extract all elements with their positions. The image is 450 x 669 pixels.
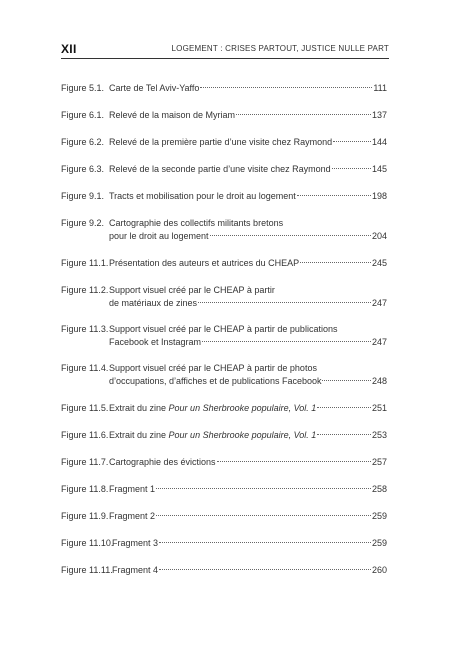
figure-label: Figure 11.10. — [61, 538, 114, 548]
page-ref: 145 — [371, 164, 387, 174]
figure-title: Extrait du zine — [109, 430, 167, 440]
dot-leader — [322, 380, 370, 381]
figure-label: Figure 11.9. — [61, 511, 109, 521]
dot-leader — [210, 235, 371, 236]
page-ref: 259 — [371, 538, 387, 548]
figure-title-continued: pour le droit au logement — [109, 231, 209, 241]
dot-leader — [159, 569, 371, 570]
page-ref: 257 — [371, 457, 387, 467]
page-ref: 260 — [371, 565, 387, 575]
figure-label: Figure 6.1. — [61, 110, 105, 120]
figure-title: Cartographie des collectifs militants bretons — [109, 218, 284, 228]
figure-title: Support visuel créé par le CHEAP à partir de publications — [109, 324, 338, 334]
figure-title: Carte de Tel Aviv-Yaffo — [109, 83, 200, 93]
running-title: LOGEMENT : CRISES PARTOUT, JUSTICE NULLE PART — [171, 44, 389, 53]
dot-leader — [317, 434, 371, 435]
figure-title: Extrait du zine — [109, 403, 167, 413]
dot-leader — [156, 488, 371, 489]
figure-title: Support visuel créé par le CHEAP à partir de photos — [109, 363, 317, 373]
dot-leader — [317, 407, 371, 408]
figure-title: Fragment 3 — [112, 538, 159, 548]
figure-label: Figure 9.2. — [61, 218, 105, 228]
figure-label: Figure 11.7. — [61, 457, 109, 467]
figure-title: Cartographie des évictions — [109, 457, 216, 467]
page-ref: 247 — [371, 298, 387, 308]
page-ref: 247 — [371, 337, 387, 347]
figure-label: Figure 6.2. — [61, 137, 105, 147]
figure-title: Support visuel créé par le CHEAP à partir — [109, 285, 275, 295]
dot-leader — [333, 141, 371, 142]
page-ref: 259 — [371, 511, 387, 521]
dot-leader — [300, 262, 371, 263]
page-ref: 111 — [373, 83, 387, 93]
figure-title: Relevé de la maison de Myriam — [109, 110, 236, 120]
dot-leader — [202, 341, 371, 342]
dot-leader — [156, 515, 371, 516]
figure-title-continued: d’occupations, d’affiches et de publications Facebook — [109, 376, 322, 386]
figure-label: Figure 11.4. — [61, 363, 109, 373]
dot-leader — [198, 302, 371, 303]
figure-title: Relevé de la seconde partie d’une visite chez Raymond — [109, 164, 331, 174]
figure-title-continued: Facebook et Instagram — [109, 337, 202, 347]
dot-leader — [297, 195, 371, 196]
page-ref: 198 — [371, 191, 387, 201]
figure-title: Tracts et mobilisation pour le droit au logement — [109, 191, 296, 201]
page-ref: 258 — [371, 484, 387, 494]
page-ref: 144 — [371, 137, 387, 147]
dot-leader — [236, 114, 371, 115]
figure-label: Figure 9.1. — [61, 191, 105, 201]
figure-title-continued: de matériaux de zines — [109, 298, 198, 308]
figure-title: Présentation des auteurs et autrices du CHEAP — [109, 258, 300, 268]
figure-label: Figure 11.8. — [61, 484, 109, 494]
page-ref: 245 — [371, 258, 387, 268]
page-number: XII — [61, 42, 77, 56]
page-ref: 253 — [371, 430, 387, 440]
figure-label: Figure 11.3. — [61, 324, 109, 334]
page-ref: 137 — [371, 110, 387, 120]
page-ref: 248 — [371, 376, 387, 386]
dot-leader — [332, 168, 371, 169]
dot-leader — [200, 87, 372, 88]
figure-title: Fragment 1 — [109, 484, 156, 494]
figure-label: Figure 11.5. — [61, 403, 109, 413]
zine-title: Pour un Sherbrooke populaire, Vol. 1 — [168, 403, 317, 413]
page-ref: 251 — [371, 403, 387, 413]
dot-leader — [159, 542, 371, 543]
figure-title: Fragment 4 — [112, 565, 159, 575]
dot-leader — [217, 461, 371, 462]
figure-title: Relevé de la première partie d’une visite chez Raymond — [109, 137, 333, 147]
list-of-figures — [61, 0, 387, 669]
figure-label: Figure 11.1. — [61, 258, 109, 268]
figure-label: Figure 11.11. — [61, 565, 113, 575]
zine-title: Pour un Sherbrooke populaire, Vol. 1 — [168, 430, 317, 440]
figure-title: Fragment 2 — [109, 511, 156, 521]
figure-label: Figure 5.1. — [61, 83, 105, 93]
figure-label: Figure 11.2. — [61, 285, 109, 295]
page-ref: 204 — [371, 231, 387, 241]
figure-label: Figure 6.3. — [61, 164, 105, 174]
figure-label: Figure 11.6. — [61, 430, 109, 440]
